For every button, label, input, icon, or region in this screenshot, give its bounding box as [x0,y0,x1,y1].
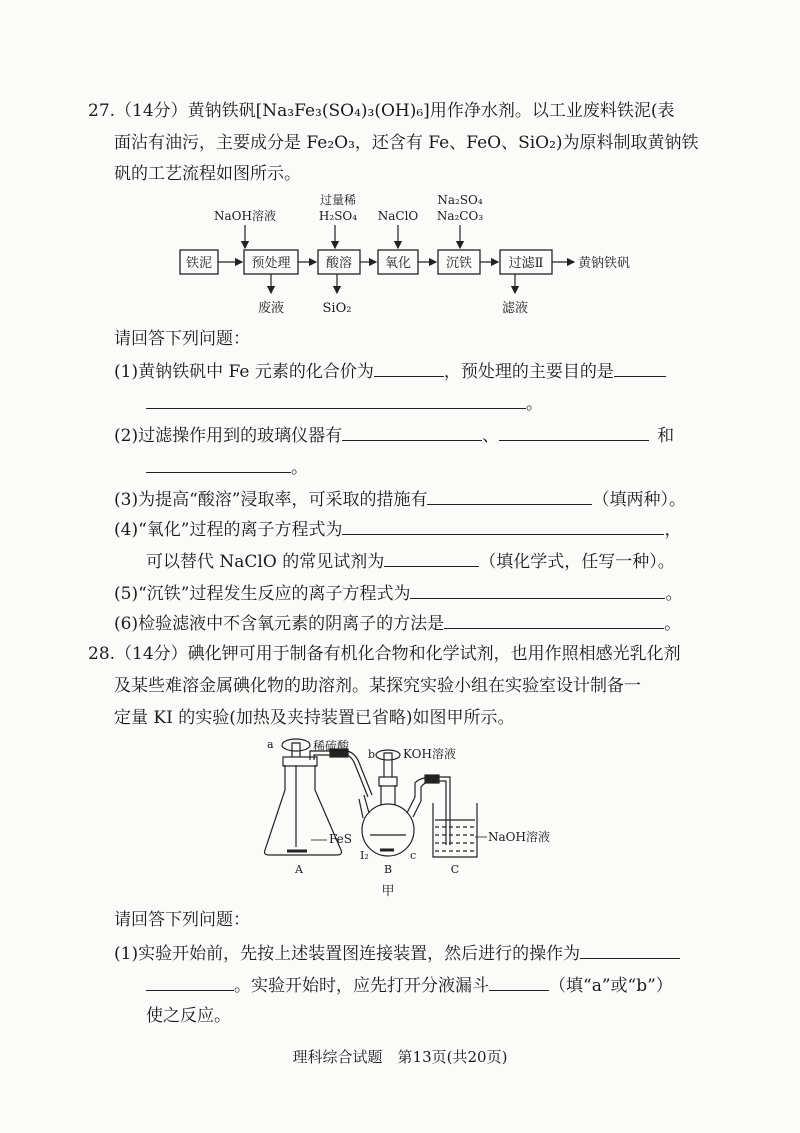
output-sio2: SiO₂ [322,301,352,316]
q27-part5 [114,580,682,606]
q27-line1: 27.（14分）黄钠铁矾[Na₃Fe₃(SO₄)₃(OH)₆]用作净水剂。以工业废料铁泥(表 [88,101,675,121]
answer-blank[interactable] [146,454,291,473]
box-tieni: 铁泥 [185,256,213,271]
q28-part1 [114,940,680,966]
q28-line2: 及某些难溶金属碘化物的助溶剂。某探究实验小组在实验室设计制备一 [114,676,641,696]
q27-part2 [114,422,674,448]
q27-p4-text-c: （填化学式，任写一种）。 [479,552,675,572]
q27-part4 [114,516,681,542]
q27-p5-end: 。 [665,584,683,604]
q27-part1-cont [146,390,543,416]
q27-p4-comma: ， [664,520,682,540]
answer-blank[interactable] [580,940,680,959]
output-filtrate: 滤液 [501,301,529,316]
label-C: C [450,863,460,876]
q28-p1-text-b: 。实验开始时，应先打开分液漏斗 [234,976,489,996]
label-b: b [368,748,376,761]
input-acid-1: 过量稀 [319,193,357,207]
page-footer: 理科综合试题 第13页(共20页) [292,1048,508,1066]
q28-part1-cont [146,972,673,998]
label-acid: 稀硫酸 [313,739,350,753]
answer-blank[interactable] [499,422,649,441]
label-c: c [410,849,417,862]
q27-p1-text-b: ，预处理的主要目的是 [443,362,614,382]
box-pretreat: 预处理 [251,256,291,271]
input-na2so4: Na₂SO₄ [437,193,483,207]
label-B: B [383,863,393,876]
input-naclo: NaClO [377,209,419,223]
q27-p4-text-a: (4)“氧化”过程的离子方程式为 [114,520,343,540]
q28-p1-text-a: (1)实验开始前，先按上述装置图连接装置，然后进行的操作为 [114,944,581,964]
q27-p5-text-a: (5)“沉铁”过程发生反应的离子方程式为 [114,584,411,604]
answer-blank[interactable] [410,580,665,599]
q27-p2-and: 和 [657,426,675,446]
flow-product: 黄钠铁矾 [578,256,631,271]
q28-part1-end: 使之反应。 [146,1006,231,1026]
q27-p6-end: 。 [664,614,682,634]
q27-part6 [114,610,681,636]
answer-blank[interactable] [342,516,664,535]
input-na2co3: Na₂CO₃ [436,209,484,223]
box-oxidize: 氧化 [384,256,412,271]
q28-line1: 28.（14分）碘化钾可用于制备有机化合物和化学试剂，也用作照相感光乳化剂 [88,644,681,664]
answer-blank[interactable] [614,358,666,377]
q27-part3 [114,486,686,512]
answer-blank[interactable] [384,548,479,567]
q27-p4-text-b: 可以替代 NaClO 的常见试剂为 [146,552,385,572]
answer-blank[interactable] [374,358,444,377]
input-acid-2: H₂SO₄ [318,209,358,223]
answer-blank[interactable] [146,972,234,991]
input-naoh: NaOH溶液 [214,209,276,223]
label-A: A [295,863,303,876]
q27-p1-text-a: (1)黄钠铁矾中 Fe 元素的化合价为 [114,362,374,382]
answer-blank[interactable] [342,422,482,441]
answer-blank[interactable] [146,390,526,409]
answer-blank[interactable] [489,972,549,991]
label-fes: FeS [329,832,352,846]
q27-prompt: 请回答下列问题： [114,329,250,349]
q27-p3-text-b: （填两种）。 [592,490,686,510]
label-a: a [267,738,274,751]
q27-part2-cont [146,454,308,480]
q28-line3: 定量 KI 的实验(加热及夹持装置已省略)如图甲所示。 [114,708,515,728]
q27-p2-end: 。 [291,458,308,478]
apparatus-diagram [255,735,555,900]
q27-p1-end: 。 [526,394,543,414]
q27-part4-cont [146,548,675,574]
label-naoh: NaOH溶液 [488,830,550,844]
q27-line3: 矾的工艺流程如图所示。 [114,164,301,184]
label-koh: KOH溶液 [403,747,456,761]
q27-p2-text-a: (2)过滤操作用到的玻璃仪器有 [114,426,343,446]
output-waste: 废液 [257,301,285,316]
q27-p6-text-a: (6)检验滤液中不含氧元素的阴离子的方法是 [114,614,445,634]
q27-p3-text-a: (3)为提高“酸溶”浸取率，可采取的措施有 [114,490,428,510]
q27-part1 [114,358,666,384]
box-acid: 酸溶 [325,256,353,271]
figure-caption: 甲 [381,884,395,899]
box-precip: 沉铁 [445,256,473,271]
box-filter: 过滤Ⅱ [508,256,544,271]
q28-p1-text-c: （填“a”或“b”） [549,976,673,996]
label-i2: I₂ [360,849,369,862]
answer-blank[interactable] [444,610,664,629]
q28-prompt: 请回答下列问题： [114,910,250,930]
process-flow-diagram [170,190,670,320]
q27-line2: 面沾有油污，主要成分是 Fe₂O₃，还含有 Fe、FeO、SiO₂)为原料制取黄钠铁 [114,133,699,153]
answer-blank[interactable] [427,486,592,505]
q27-p2-sep: 、 [482,426,500,446]
